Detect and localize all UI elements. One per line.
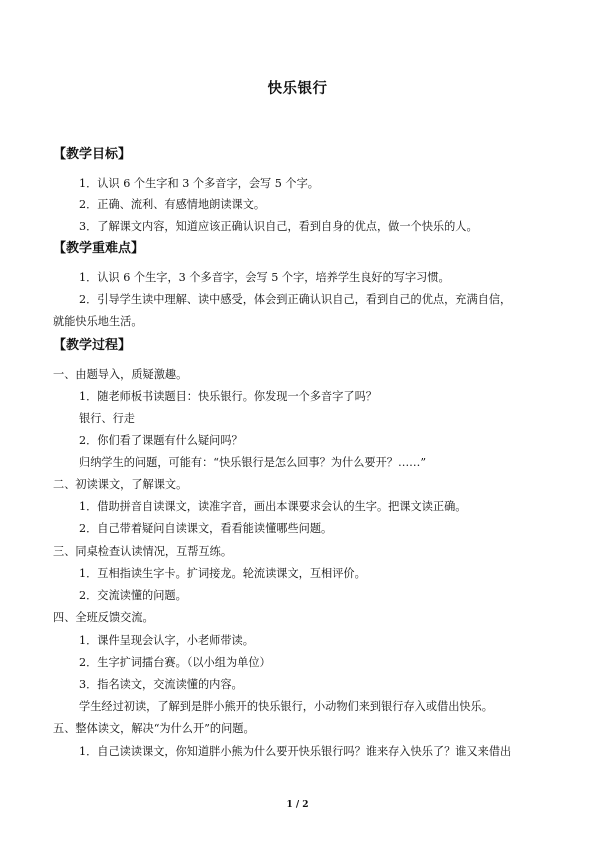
process-step: 四、全班反馈交流。	[53, 611, 154, 624]
process-line: 1．随老师板书读题目：快乐银行。你发现一个多音字了吗？	[79, 390, 377, 403]
objective-item: 3．了解课文内容，知道应该正确认识自己，看到自身的优点，做一个快乐的人。	[79, 220, 478, 233]
section-heading-objectives: 【教学目标】	[53, 147, 132, 162]
process-step: 一、由题导入，质疑激趣。	[53, 368, 188, 381]
process-line: 2．自己带着疑问自读课文，看看能读懂哪些问题。	[79, 522, 333, 535]
process-line: 1．借助拼音自读课文，读准字音，画出本课要求会认的生字。把课文读正确。	[79, 500, 467, 513]
process-line: 2．生字扩词擂台赛。（以小组为单位）	[79, 656, 271, 669]
process-step: 二、初读课文，了解课文。	[53, 478, 188, 491]
process-line: 1．自己读读课文，你知道胖小熊为什么要开快乐银行吗？谁来存入快乐了？谁又来借出	[79, 745, 512, 758]
page-number: 1 / 2	[286, 800, 309, 810]
section-heading-process: 【教学过程】	[53, 338, 132, 353]
process-line: 银行、行走	[79, 412, 135, 425]
process-step: 三、同桌检查认读情况，互帮互练。	[53, 545, 233, 558]
process-line: 2．你们看了课题有什么疑问吗？	[79, 434, 243, 447]
process-line: 2．交流读懂的问题。	[79, 589, 187, 602]
process-step: 五、整体读文，解决“为什么开”的问题。	[53, 722, 255, 735]
key-point-item: 2．引导学生读中理解、读中感受，体会到正确认识自己，看到自己的优点，充满自信，	[79, 293, 512, 306]
process-line: 3．指名读文，交流读懂的内容。	[79, 678, 243, 691]
process-line: 归纳学生的问题，可能有：“快乐银行是怎么回事？为什么要开？……”	[79, 456, 427, 469]
process-line: 学生经过初读，了解到是胖小熊开的快乐银行，小动物们来到银行存入或借出快乐。	[79, 700, 493, 713]
key-point-item: 就能快乐地生活。	[53, 315, 143, 328]
process-line: 1．课件呈现会认字，小老师带读。	[79, 634, 254, 647]
objective-item: 2．正确、流利、有感情地朗读课文。	[79, 198, 266, 211]
key-point-item: 1．认识 6 个生字，3 个多音字，会写 5 个字，培养学生良好的写字习惯。	[79, 271, 450, 284]
section-heading-key-points: 【教学重难点】	[53, 241, 145, 256]
page-title: 快乐银行	[267, 81, 328, 97]
process-line: 1．互相指读生字卡。扩词接龙。轮流读课文，互相评价。	[79, 567, 366, 580]
objective-item: 1．认识 6 个生字和 3 个多音字，会写 5 个字。	[79, 177, 319, 190]
